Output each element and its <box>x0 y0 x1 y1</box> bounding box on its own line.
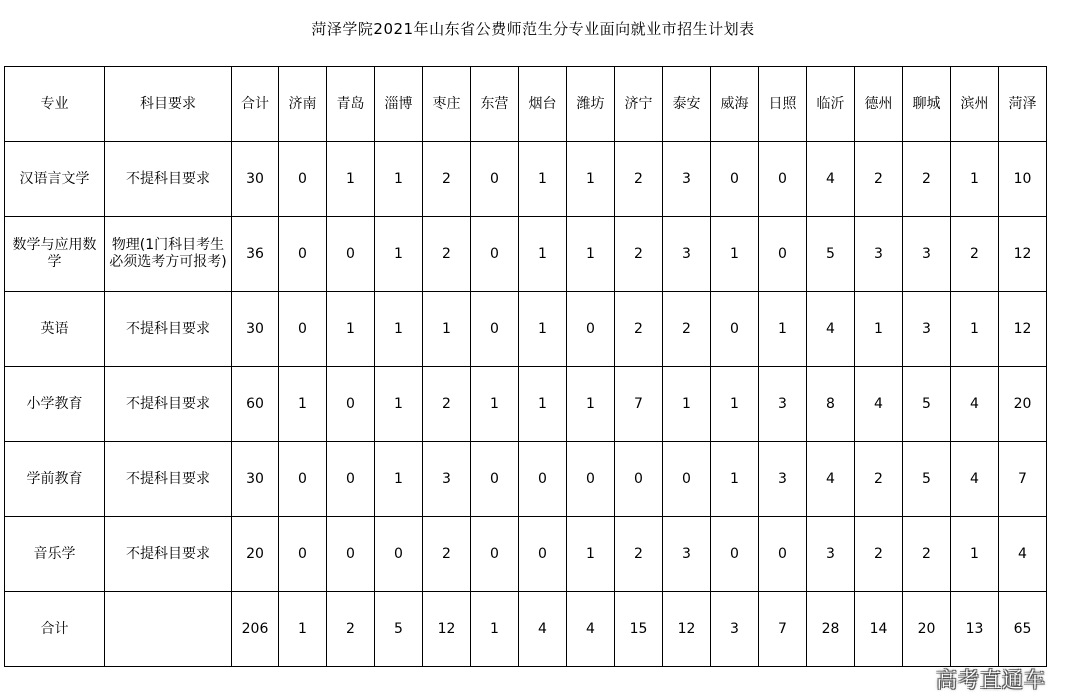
value-cell: 1 <box>375 367 423 442</box>
major-cell: 汉语言文学 <box>5 142 105 217</box>
requirement-cell: 不提科目要求 <box>105 142 232 217</box>
total-value-cell: 3 <box>711 592 759 667</box>
header-cell: 德州 <box>855 67 903 142</box>
header-cell: 科目要求 <box>105 67 232 142</box>
header-cell: 淄博 <box>375 67 423 142</box>
value-cell: 3 <box>759 442 807 517</box>
total-value-cell: 4 <box>567 592 615 667</box>
watermark-logo: 高考直通车 <box>936 668 1046 692</box>
header-cell: 威海 <box>711 67 759 142</box>
value-cell: 3 <box>903 217 951 292</box>
requirement-cell: 不提科目要求 <box>105 292 232 367</box>
value-cell: 4 <box>807 292 855 367</box>
total-value-cell: 206 <box>232 592 279 667</box>
value-cell: 0 <box>471 142 519 217</box>
value-cell: 0 <box>711 517 759 592</box>
requirement-cell: 不提科目要求 <box>105 517 232 592</box>
total-value-cell: 4 <box>519 592 567 667</box>
value-cell: 7 <box>999 442 1047 517</box>
table-row <box>5 142 1047 217</box>
value-cell: 1 <box>519 292 567 367</box>
major-cell: 数学与应用数学 <box>5 217 105 292</box>
total-value-cell: 2 <box>327 592 375 667</box>
value-cell: 30 <box>232 142 279 217</box>
value-cell: 2 <box>423 217 471 292</box>
value-cell: 2 <box>663 292 711 367</box>
value-cell: 0 <box>759 142 807 217</box>
value-cell: 1 <box>663 367 711 442</box>
value-cell: 0 <box>471 292 519 367</box>
value-cell: 5 <box>807 217 855 292</box>
value-cell: 3 <box>807 517 855 592</box>
value-cell: 4 <box>807 442 855 517</box>
value-cell: 20 <box>999 367 1047 442</box>
value-cell: 2 <box>615 517 663 592</box>
total-row <box>5 592 1047 667</box>
total-value-cell: 65 <box>999 592 1047 667</box>
header-cell: 枣庄 <box>423 67 471 142</box>
header-cell: 东营 <box>471 67 519 142</box>
header-row <box>5 67 1047 142</box>
value-cell: 0 <box>279 517 327 592</box>
value-cell: 0 <box>519 442 567 517</box>
value-cell: 1 <box>471 367 519 442</box>
header-cell: 烟台 <box>519 67 567 142</box>
value-cell: 2 <box>423 517 471 592</box>
value-cell: 0 <box>327 367 375 442</box>
value-cell: 0 <box>471 517 519 592</box>
requirement-cell: 不提科目要求 <box>105 442 232 517</box>
value-cell: 0 <box>759 217 807 292</box>
table-row <box>5 367 1047 442</box>
major-cell: 英语 <box>5 292 105 367</box>
total-value-cell: 5 <box>375 592 423 667</box>
value-cell: 2 <box>615 142 663 217</box>
value-cell: 1 <box>567 217 615 292</box>
header-cell: 济南 <box>279 67 327 142</box>
value-cell: 4 <box>807 142 855 217</box>
value-cell: 0 <box>711 142 759 217</box>
value-cell: 0 <box>327 517 375 592</box>
value-cell: 1 <box>951 292 999 367</box>
major-cell: 小学教育 <box>5 367 105 442</box>
total-value-cell: 14 <box>855 592 903 667</box>
header-cell: 滨州 <box>951 67 999 142</box>
value-cell: 0 <box>663 442 711 517</box>
total-value-cell: 12 <box>423 592 471 667</box>
total-value-cell: 1 <box>471 592 519 667</box>
header-cell: 聊城 <box>903 67 951 142</box>
value-cell: 60 <box>232 367 279 442</box>
table-body <box>5 142 1047 667</box>
value-cell: 1 <box>519 367 567 442</box>
value-cell: 36 <box>232 217 279 292</box>
value-cell: 0 <box>327 442 375 517</box>
value-cell: 4 <box>951 442 999 517</box>
value-cell: 0 <box>711 292 759 367</box>
value-cell: 0 <box>615 442 663 517</box>
value-cell: 4 <box>999 517 1047 592</box>
table-row <box>5 292 1047 367</box>
value-cell: 2 <box>903 142 951 217</box>
value-cell: 0 <box>567 292 615 367</box>
value-cell: 1 <box>855 292 903 367</box>
value-cell: 4 <box>855 367 903 442</box>
value-cell: 0 <box>327 217 375 292</box>
total-value-cell: 12 <box>663 592 711 667</box>
total-value-cell: 20 <box>903 592 951 667</box>
value-cell: 7 <box>615 367 663 442</box>
value-cell: 4 <box>951 367 999 442</box>
value-cell: 0 <box>279 442 327 517</box>
table-row <box>5 517 1047 592</box>
value-cell: 5 <box>903 442 951 517</box>
value-cell: 1 <box>711 217 759 292</box>
value-cell: 0 <box>471 217 519 292</box>
value-cell: 3 <box>855 217 903 292</box>
value-cell: 0 <box>279 142 327 217</box>
value-cell: 1 <box>327 292 375 367</box>
total-value-cell: 7 <box>759 592 807 667</box>
value-cell: 2 <box>855 442 903 517</box>
value-cell: 2 <box>855 517 903 592</box>
total-label-cell: 合计 <box>5 592 105 667</box>
total-value-cell: 15 <box>615 592 663 667</box>
table-row <box>5 217 1047 292</box>
total-requirement-cell <box>105 592 232 667</box>
total-value-cell: 1 <box>279 592 327 667</box>
value-cell: 1 <box>759 292 807 367</box>
value-cell: 1 <box>375 142 423 217</box>
value-cell: 10 <box>999 142 1047 217</box>
value-cell: 2 <box>855 142 903 217</box>
value-cell: 2 <box>423 367 471 442</box>
enrollment-plan-table <box>4 66 1047 667</box>
header-cell: 青岛 <box>327 67 375 142</box>
header-cell: 菏泽 <box>999 67 1047 142</box>
header-cell: 合计 <box>232 67 279 142</box>
value-cell: 0 <box>471 442 519 517</box>
major-cell: 音乐学 <box>5 517 105 592</box>
value-cell: 0 <box>567 442 615 517</box>
value-cell: 1 <box>711 442 759 517</box>
value-cell: 0 <box>519 517 567 592</box>
value-cell: 0 <box>279 292 327 367</box>
header-cell: 济宁 <box>615 67 663 142</box>
value-cell: 1 <box>951 517 999 592</box>
value-cell: 1 <box>711 367 759 442</box>
value-cell: 2 <box>615 292 663 367</box>
value-cell: 1 <box>567 517 615 592</box>
table-row <box>5 442 1047 517</box>
value-cell: 12 <box>999 217 1047 292</box>
header-cell: 专业 <box>5 67 105 142</box>
value-cell: 3 <box>663 517 711 592</box>
value-cell: 3 <box>423 442 471 517</box>
value-cell: 0 <box>279 217 327 292</box>
value-cell: 2 <box>903 517 951 592</box>
header-cell: 泰安 <box>663 67 711 142</box>
value-cell: 20 <box>232 517 279 592</box>
value-cell: 1 <box>567 367 615 442</box>
value-cell: 1 <box>519 217 567 292</box>
value-cell: 1 <box>519 142 567 217</box>
value-cell: 3 <box>663 142 711 217</box>
value-cell: 2 <box>615 217 663 292</box>
total-value-cell: 28 <box>807 592 855 667</box>
page-title: 菏泽学院2021年山东省公费师范生分专业面向就业市招生计划表 <box>311 20 755 38</box>
header-cell: 临沂 <box>807 67 855 142</box>
value-cell: 30 <box>232 292 279 367</box>
header-cell: 日照 <box>759 67 807 142</box>
value-cell: 5 <box>903 367 951 442</box>
header-cell: 潍坊 <box>567 67 615 142</box>
value-cell: 1 <box>567 142 615 217</box>
value-cell: 1 <box>423 292 471 367</box>
value-cell: 3 <box>759 367 807 442</box>
value-cell: 1 <box>327 142 375 217</box>
value-cell: 0 <box>759 517 807 592</box>
value-cell: 1 <box>375 292 423 367</box>
value-cell: 8 <box>807 367 855 442</box>
value-cell: 30 <box>232 442 279 517</box>
value-cell: 1 <box>279 367 327 442</box>
value-cell: 1 <box>375 217 423 292</box>
value-cell: 12 <box>999 292 1047 367</box>
value-cell: 2 <box>423 142 471 217</box>
major-cell: 学前教育 <box>5 442 105 517</box>
value-cell: 3 <box>663 217 711 292</box>
total-value-cell: 13 <box>951 592 999 667</box>
requirement-cell: 物理(1门科目考生必须选考方可报考) <box>105 217 232 292</box>
value-cell: 2 <box>951 217 999 292</box>
value-cell: 3 <box>903 292 951 367</box>
value-cell: 1 <box>375 442 423 517</box>
value-cell: 1 <box>951 142 999 217</box>
requirement-cell: 不提科目要求 <box>105 367 232 442</box>
value-cell: 0 <box>375 517 423 592</box>
